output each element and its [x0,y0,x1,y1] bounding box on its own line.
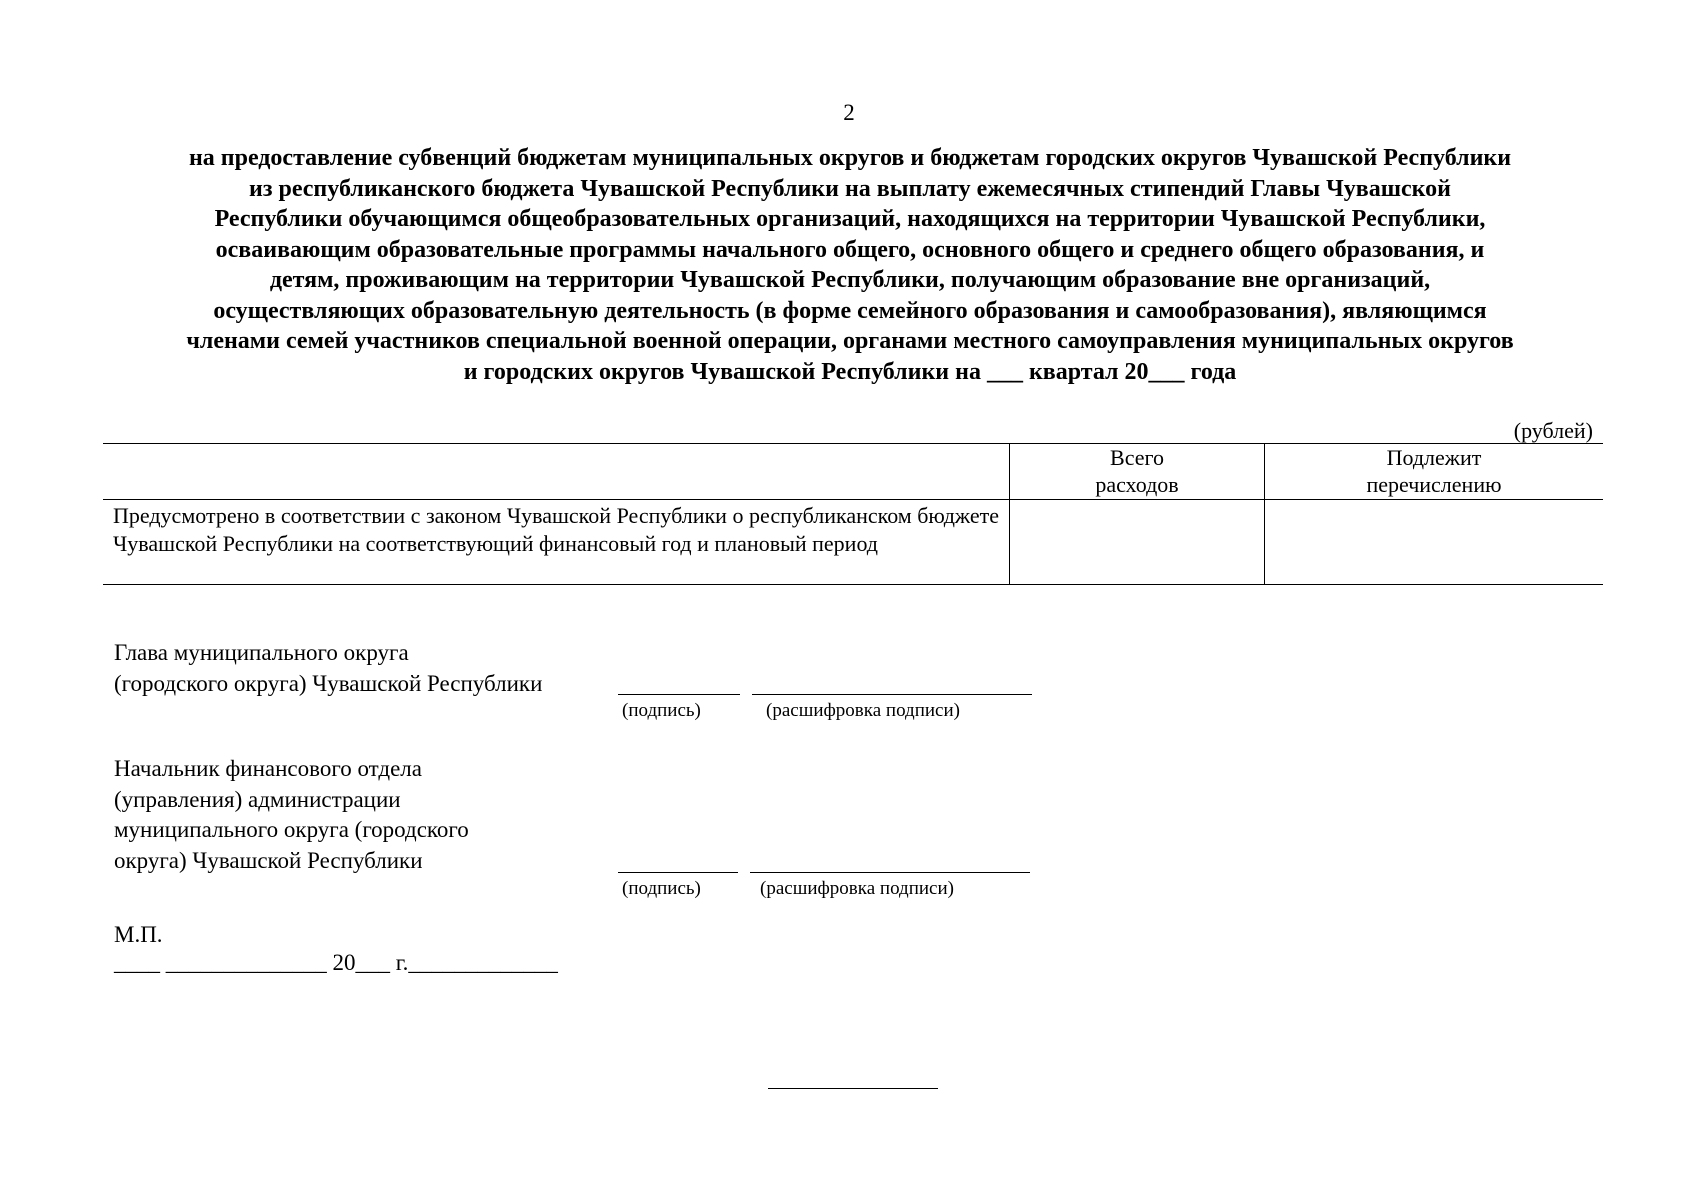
date-line[interactable]: ____ ______________ 20___ г._____________ [114,950,558,975]
finance-decoding-caption: (расшифровка подписи) [760,878,954,899]
heading-line: Республики обучающимся общеобразовательных организаций, находящихся на территории Чувашской Республики, [214,206,1486,232]
head-decoding-line[interactable] [752,694,1032,695]
stamp-label: М.П. [114,922,163,947]
heading-line: членами семей участников специальной военной операции, органами местного самоуправления муниципальных округов [186,328,1514,354]
units-label: (рублей) [1513,418,1593,443]
table-header-row [103,444,1603,500]
signature-label-line: Глава муниципального округа [114,640,409,665]
row-label-cell: Предусмотрено в соответствии с законом Чувашской Республики о республиканском бюджете Чувашской Республики на соответствующий финансовый год и плановый период [103,500,1010,585]
heading-line: и городских округов Чувашской Республики на ___ квартал 20___ года [463,358,1237,385]
signature-label-line: муниципального округа (городского [114,817,469,842]
header-total-label: Всего расходов [1095,445,1179,497]
heading-line: на предоставление субвенций бюджетам муниципальных округов и бюджетам городских округов Чувашской Республики [188,145,1512,171]
finance-signature-line[interactable] [618,872,738,873]
page-number: 2 [843,100,855,125]
signature-label-line: (городского округа) Чувашской Республики [114,670,543,696]
finance-signature-caption: (подпись) [622,878,701,899]
signature-label-line: (управления) администрации [114,786,401,812]
head-signature-caption: (подпись) [622,700,701,721]
header-transfer-cell [1265,444,1604,500]
document-heading [110,143,1590,387]
heading-line: детям, проживающим на территории Чувашской Республики, получающим образование вне организаций, [269,267,1431,293]
finance-head-signature-label [114,754,469,876]
table-row [103,500,1603,585]
row-total-cell[interactable] [1010,500,1265,585]
heading-line: осуществляющих образовательную деятельность (в форме семейного образования и самообразования), являющимся [213,297,1487,324]
heading-line: из республиканского бюджета Чувашской Республики на выплату ежемесячных стипендий Главы Чувашской [249,175,1451,202]
signature-label-line: Начальник финансового отдела [114,756,422,781]
head-signature-line[interactable] [618,694,740,695]
signature-label-line: округа) Чувашской Республики [114,847,423,873]
header-total-cell [1010,444,1265,500]
row-transfer-cell[interactable] [1265,500,1604,585]
head-signature-label [114,638,542,699]
finance-decoding-line[interactable] [750,872,1030,873]
header-label-cell [103,444,1010,500]
end-divider [768,1088,938,1089]
head-decoding-caption: (расшифровка подписи) [766,700,960,721]
header-transfer-label: Подлежит перечислению [1366,445,1502,497]
budget-table [103,443,1603,585]
heading-line: осваивающим образовательные программы начального общего, основного общего и среднего общего образования, и [215,236,1485,263]
